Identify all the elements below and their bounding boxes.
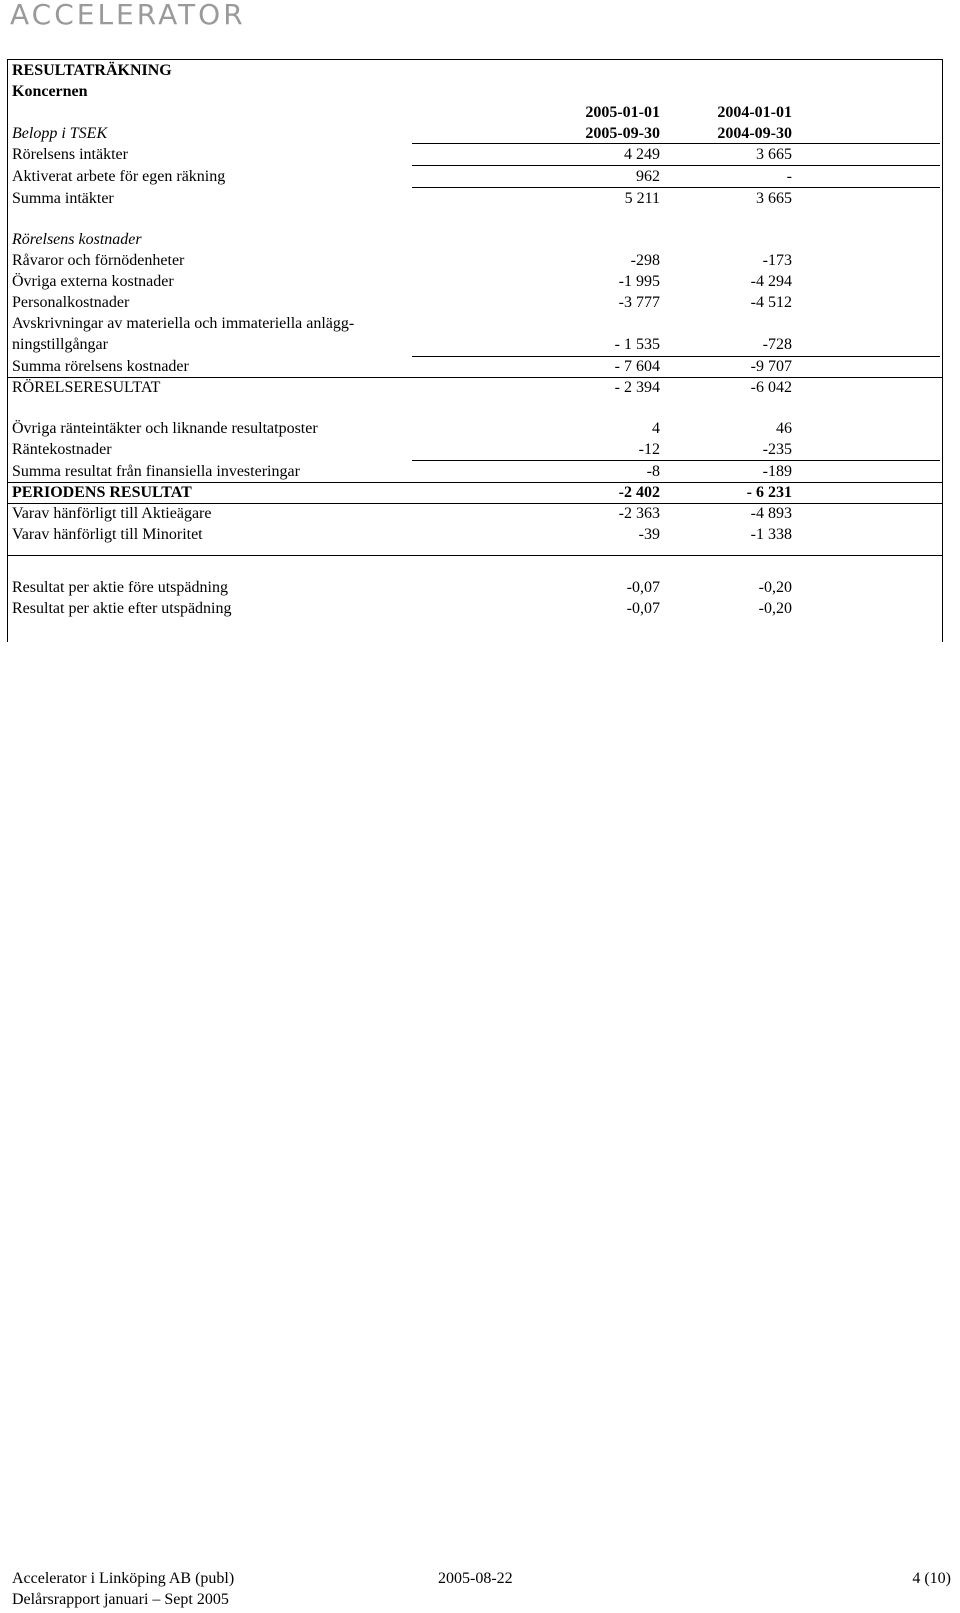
row-label: Summa resultat från finansiella investeringar — [12, 463, 300, 480]
statement-subtitle: Koncernen — [12, 83, 88, 100]
footer-date: 2005-08-22 — [438, 1570, 513, 1587]
row-value-2005: -1 995 — [618, 273, 660, 290]
row-label: Avskrivningar av materiella och immateriella anlägg- — [12, 315, 355, 332]
section-heading: Rörelsens kostnader — [12, 231, 142, 248]
row-value-2004: 3 665 — [756, 146, 792, 163]
table-row — [12, 356, 802, 378]
company-logo: ACCELERATOR — [10, 0, 246, 31]
row-value-2005: -8 — [646, 463, 660, 480]
table-row — [12, 598, 802, 620]
unit-label: Belopp i TSEK — [12, 125, 108, 142]
row-value-2004: -4 294 — [750, 273, 792, 290]
row-value-2004: -728 — [762, 336, 792, 353]
row-value-2004: 3 665 — [756, 190, 792, 207]
statement-subtitle-row — [12, 81, 802, 103]
row-value-2004: -173 — [762, 252, 792, 269]
row-value-2004: -4 512 — [750, 294, 792, 311]
period-from-row — [12, 102, 802, 124]
row-label: Summa rörelsens kostnader — [12, 358, 189, 375]
table-row — [12, 334, 802, 356]
period2-to: 2004-09-30 — [717, 125, 792, 142]
footer-page-number: 4 (10) — [912, 1570, 951, 1587]
row-value-2004: -0,20 — [758, 579, 792, 596]
row-label: Aktiverat arbete för egen räkning — [12, 168, 226, 185]
section-heading-row — [12, 229, 802, 251]
row-value-2005: -298 — [630, 252, 660, 269]
rule-line — [7, 555, 942, 556]
row-value-2005: 962 — [636, 168, 660, 185]
row-value-2004: - — [786, 168, 792, 185]
row-label: Råvaror och förnödenheter — [12, 252, 185, 269]
footer-report-title: Delårsrapport januari – Sept 2005 — [12, 1591, 229, 1608]
table-row — [12, 439, 802, 461]
row-label: Resultat per aktie efter utspädning — [12, 600, 232, 617]
table-row — [12, 250, 802, 272]
row-label: Varav hänförligt till Aktieägare — [12, 505, 212, 522]
row-label: Personalkostnader — [12, 294, 130, 311]
row-value-2005: 4 — [652, 420, 660, 437]
table-row — [12, 188, 802, 210]
footer-company: Accelerator i Linköping AB (publ) — [12, 1570, 235, 1587]
row-value-2005: -3 777 — [618, 294, 660, 311]
table-row — [12, 313, 802, 335]
row-label: Räntekostnader — [12, 441, 112, 458]
row-value-2004: - 6 231 — [746, 484, 792, 501]
row-label: Resultat per aktie före utspädning — [12, 579, 228, 596]
table-row — [12, 461, 802, 483]
row-label: Varav hänförligt till Minoritet — [12, 526, 203, 543]
row-value-2005: 5 211 — [624, 190, 660, 207]
row-label: Övriga externa kostnader — [12, 273, 174, 290]
row-value-2004: 46 — [776, 420, 792, 437]
row-label: Övriga ränteintäkter och liknande resultatposter — [12, 420, 318, 437]
period1-from: 2005-01-01 — [585, 104, 660, 121]
table-row — [12, 166, 802, 188]
table-row — [12, 292, 802, 314]
period2-from: 2004-01-01 — [717, 104, 792, 121]
table-row — [12, 271, 802, 293]
row-value-2004: -189 — [762, 463, 792, 480]
row-value-2005: -12 — [638, 441, 660, 458]
row-value-2004: -6 042 — [750, 379, 792, 396]
period-to-row — [12, 123, 802, 145]
row-label: Summa intäkter — [12, 190, 114, 207]
table-row — [12, 418, 802, 440]
row-value-2005: 4 249 — [624, 146, 660, 163]
row-label: RÖRELSERESULTAT — [12, 379, 161, 396]
statement-title: RESULTATRÄKNING — [12, 62, 172, 79]
table-row — [12, 524, 802, 546]
row-label: ningstillgångar — [12, 336, 108, 353]
row-value-2004: -235 — [762, 441, 792, 458]
row-value-2005: - 7 604 — [614, 358, 660, 375]
row-value-2005: -39 — [638, 526, 660, 543]
row-value-2004: -4 893 — [750, 505, 792, 522]
row-value-2005: -2 402 — [618, 484, 660, 501]
row-value-2005: -0,07 — [626, 600, 660, 617]
period1-to: 2005-09-30 — [585, 125, 660, 142]
table-row — [12, 503, 802, 525]
table-row — [12, 377, 802, 399]
table-row — [12, 144, 802, 166]
table-row — [12, 577, 802, 599]
row-value-2005: -2 363 — [618, 505, 660, 522]
statement-title-row — [12, 60, 802, 82]
row-label: Rörelsens intäkter — [12, 146, 128, 163]
row-value-2004: -0,20 — [758, 600, 792, 617]
row-value-2005: -0,07 — [626, 579, 660, 596]
row-value-2005: - 1 535 — [614, 336, 660, 353]
row-value-2004: -1 338 — [750, 526, 792, 543]
row-value-2005: - 2 394 — [614, 379, 660, 396]
row-value-2004: -9 707 — [750, 358, 792, 375]
table-row — [12, 482, 802, 504]
row-label: PERIODENS RESULTAT — [12, 484, 192, 501]
